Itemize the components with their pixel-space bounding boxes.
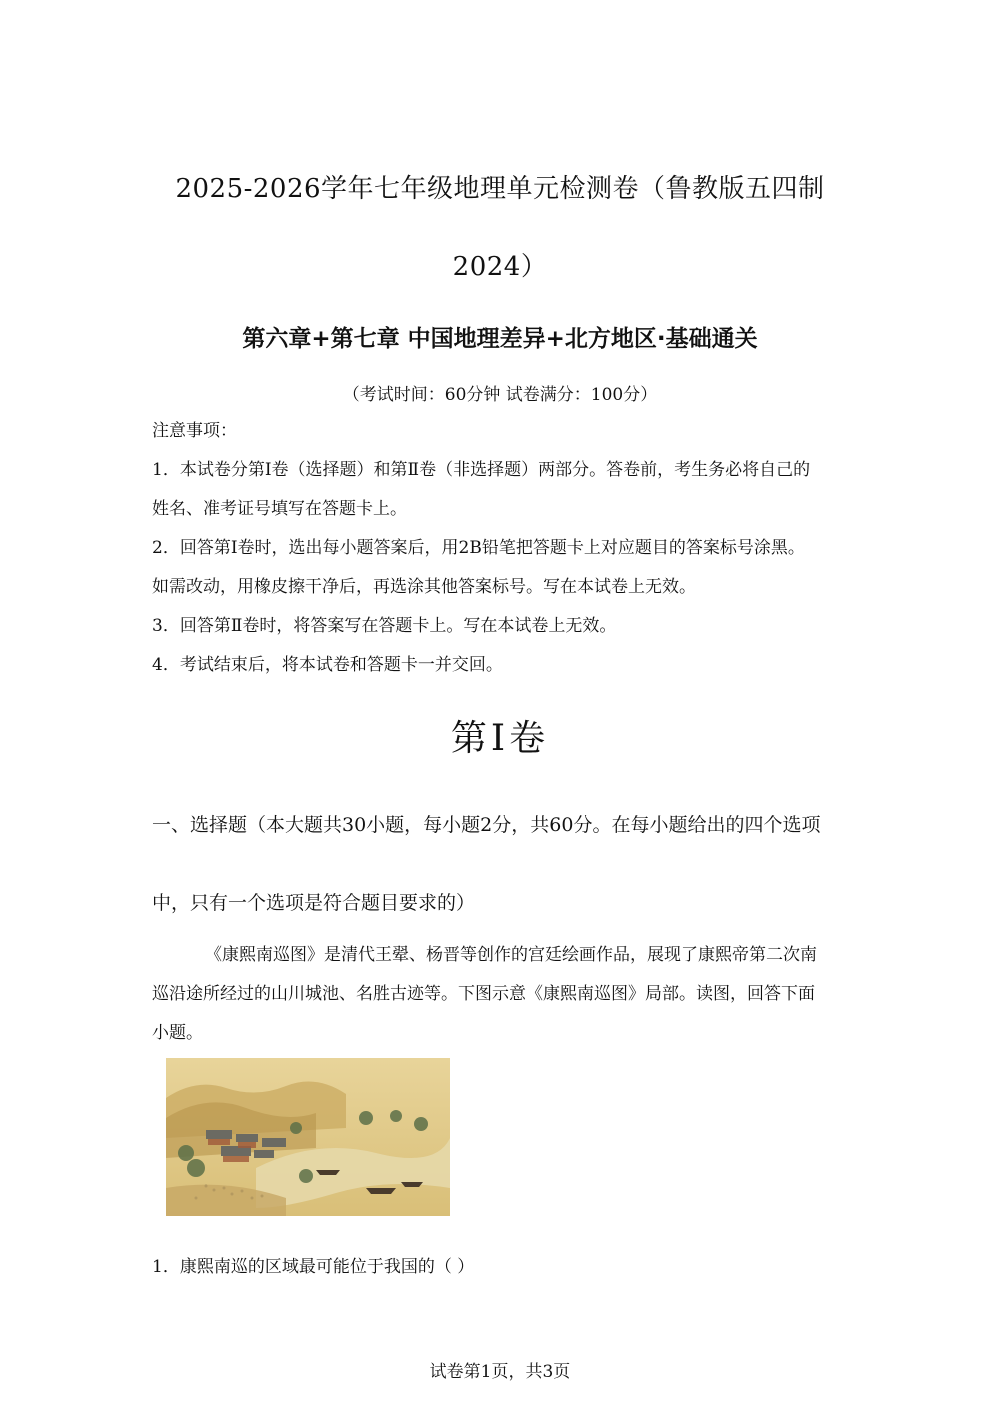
notes-line: 姓名、准考证号填写在答题卡上。	[152, 499, 407, 519]
notes-line: 3．回答第Ⅱ卷时，将答案写在答题卡上。写在本试卷上无效。	[152, 616, 617, 636]
section-one-line1: 一、选择题（本大题共30小题，每小题2分，共60分。在每小题给出的四个选项	[152, 814, 821, 836]
exam-info: （考试时间：60分钟 试卷满分：100分）	[342, 385, 658, 405]
notes-line: 如需改动，用橡皮擦干净后，再选涂其他答案标号。写在本试卷上无效。	[152, 577, 696, 597]
question-1: 1．康熙南巡的区域最可能位于我国的（ ）	[152, 1257, 475, 1277]
page-footer: 试卷第1页，共3页	[429, 1362, 571, 1382]
passage-line2: 巡沿途所经过的山川城池、名胜古迹等。下图示意《康熙南巡图》局部。读图，回答下面	[152, 984, 815, 1004]
volume-heading: 第Ⅰ卷	[450, 718, 550, 759]
notes-line: 4．考试结束后，将本试卷和答题卡一并交回。	[152, 655, 503, 675]
passage-line3: 小题。	[152, 1023, 203, 1043]
notes-heading: 注意事项：	[152, 421, 237, 441]
notes-line: 2．回答第Ⅰ卷时，选出每小题答案后，用2B铅笔把答题卡上对应题目的答案标号涂黑。	[152, 538, 805, 558]
exam-title-line2: 2024）	[452, 252, 548, 282]
notes-line: 1．本试卷分第Ⅰ卷（选择题）和第Ⅱ卷（非选择题）两部分。答卷前，考生务必将自己的	[152, 460, 811, 480]
kangxi-tour-painting	[166, 1058, 450, 1216]
section-one-line2: 中，只有一个选项是符合题目要求的）	[152, 892, 476, 914]
exam-title-line1: 2025-2026学年七年级地理单元检测卷（鲁教版五四制	[175, 174, 825, 204]
exam-subtitle: 第六章+第七章 中国地理差异+北方地区·基础通关	[242, 326, 758, 352]
passage-line1: 《康熙南巡图》是清代王翚、杨晋等创作的宫廷绘画作品，展现了康熙帝第二次南	[205, 945, 817, 965]
